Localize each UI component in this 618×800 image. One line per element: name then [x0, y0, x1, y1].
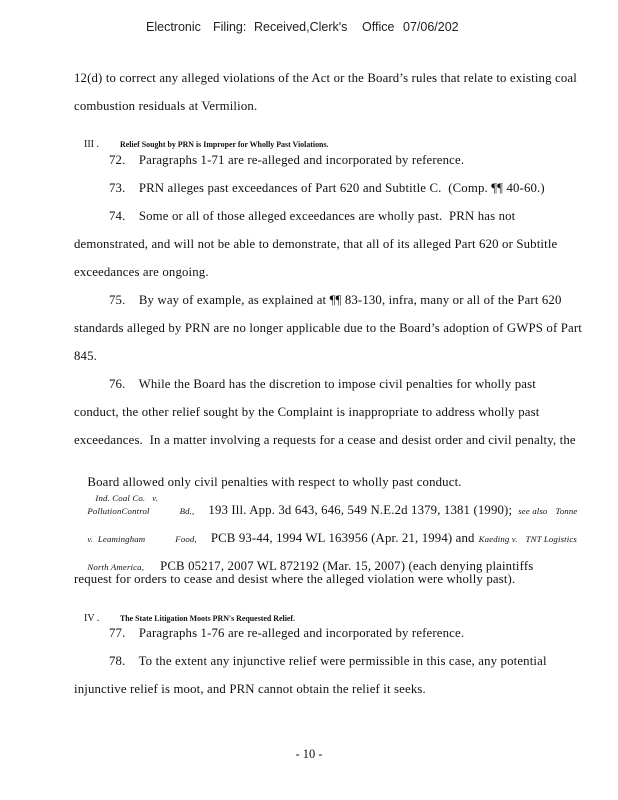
body-line: demonstrated, and will not be able to demonstrate, that all of its alleged Part 620 or Subtitle: [74, 237, 558, 251]
case-citation: Food,: [175, 534, 197, 544]
body-line: exceedances are ongoing.: [74, 265, 209, 279]
body-line: exceedances. In a matter involving a requests for a cease and desist order and civil penalty, the: [74, 433, 576, 447]
section-number: IV .: [84, 613, 100, 624]
body-text: Board allowed only civil penalties with respect to wholly past conduct.: [87, 475, 462, 489]
header-electronic: Electronic: [146, 20, 201, 34]
paragraph-77: 77. Paragraphs 1-76 are re-alleged and incorporated by reference.: [109, 626, 465, 640]
case-citation: Kaeding v.: [478, 534, 518, 544]
citation-text: 193 Ill. App. 3d 643, 646, 549 N.E.2d 1379, 1381 (1990);: [208, 503, 513, 517]
case-citation: Bd.,: [179, 506, 195, 516]
case-citation: v. Leamingham: [87, 534, 146, 544]
body-line: request for orders to cease and desist where the alleged violation were wholly past).: [74, 572, 516, 586]
body-line: conduct, the other relief sought by the Complaint is inappropriate to address wholly past: [74, 405, 540, 419]
citation-text: PCB 93-44, 1994 WL 163956 (Apr. 21, 1994) and: [210, 531, 475, 545]
header-date: 07/06/202: [403, 20, 459, 34]
paragraph-74: 74. Some or all of those alleged exceedances are wholly past. PRN has not: [109, 209, 516, 223]
body-line: combustion residuals at Vermilion.: [74, 99, 258, 113]
case-citation: TNT Logistics: [525, 534, 577, 544]
case-citation: see also: [518, 506, 548, 516]
paragraph-76: 76. While the Board has the discretion to impose civil penalties for wholly past: [109, 377, 536, 391]
header-received: Received,Clerk's: [254, 20, 348, 34]
paragraph-75: 75. By way of example, as explained at ¶¶ 83-130, infra, many or all of the Part 620: [109, 293, 562, 307]
paragraph-72: 72. Paragraphs 1-71 are re-alleged and incorporated by reference.: [109, 153, 465, 167]
header-filing: Filing:: [213, 20, 247, 34]
body-line: injunctive relief is moot, and PRN cannot obtain the relief it seeks.: [74, 682, 426, 696]
case-citation: Ind. Coal Co. v.: [95, 493, 159, 503]
case-citation: North America,: [87, 562, 145, 572]
section-number: III .: [84, 139, 99, 150]
paragraph-78: 78. To the extent any injunctive relief were permissible in this case, any potential: [109, 654, 547, 668]
header-office: Office: [362, 20, 395, 34]
page-number: - 10 -: [295, 747, 323, 761]
case-citation: Tonne: [555, 506, 578, 516]
citation-text: PCB 05217, 2007 WL 872192 (Mar. 15, 2007) (each denying plaintiffs: [160, 559, 534, 573]
section-title: The State Litigation Moots PRN's Requested Relief.: [120, 613, 296, 623]
section-title: Relief Sought by PRN is Improper for Wholly Past Violations.: [120, 139, 329, 149]
case-citation: PollutionControl: [87, 506, 150, 516]
body-line: standards alleged by PRN are no longer applicable due to the Board’s adoption of GWPS of Part: [74, 321, 582, 335]
paragraph-73: 73. PRN alleges past exceedances of Part 620 and Subtitle C. (Comp. ¶¶ 40-60.): [109, 181, 545, 195]
body-line: 845.: [74, 349, 97, 363]
body-line: 12(d) to correct any alleged violations of the Act or the Board’s rules that relate to existing coal: [74, 71, 577, 85]
